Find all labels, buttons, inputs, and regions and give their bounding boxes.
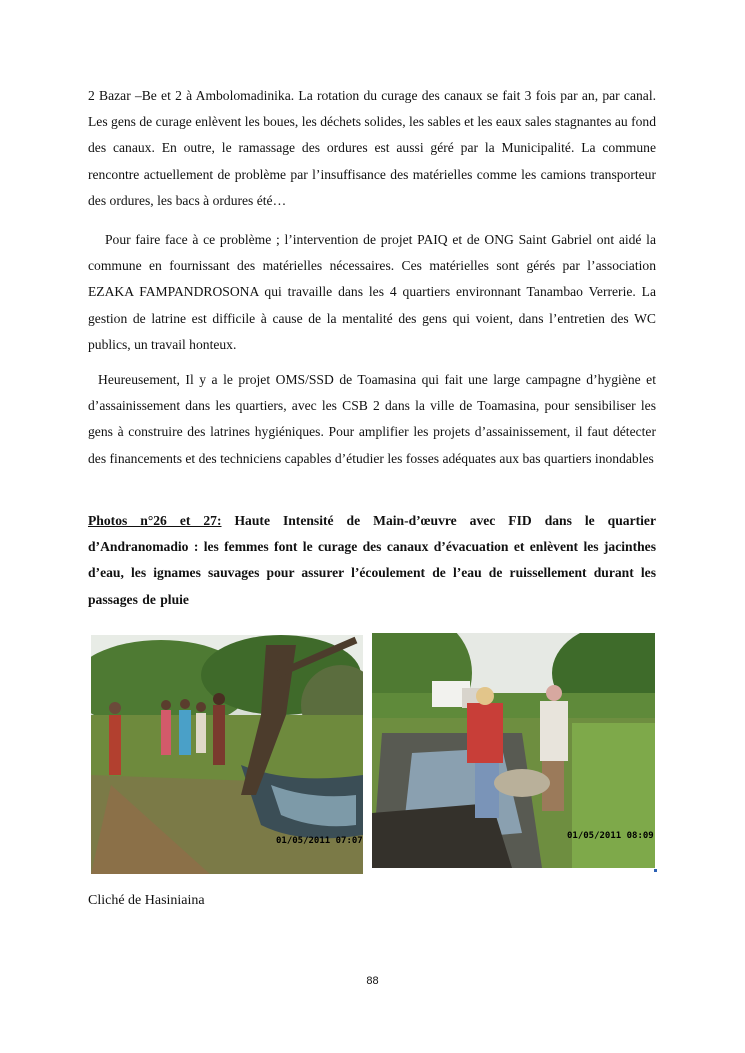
paragraph-2: Pour faire face à ce problème ; l’intervention de projet PAIQ et de ONG Saint Gabriel ont aidé la commune en fournissant des matérielles nécessaires. Ces matérielles sont gérés par l’association EZAKA FAMPANDROSONA qui travaille dans les 4 quartiers environnant Tanambao Verrerie. La gestion de latrine est difficile à cause de la mentalité des gens qui voient, dans l’entretien des WC publics, un travail honteux. xyxy=(88,232,656,352)
blue-dot-marker xyxy=(654,869,657,872)
photo-2-illustration xyxy=(372,633,655,868)
photo-1-timestamp: 01/05/2011 07:07 xyxy=(276,836,363,846)
caption-label: Photos n°26 et 27: xyxy=(88,513,222,528)
photo-caption xyxy=(88,508,656,613)
page-number: 88 xyxy=(366,975,379,987)
paragraph-3: Heureusement, Il y a le projet OMS/SSD de Toamasina qui fait une large campagne d’hygiène et d’assainissement dans les quartiers, avec les CSB 2 dans la ville de Toamasina, pour sensibiliser les gens à construire des latrines hygiéniques. Pour amplifier les projets d’assainissement, il faut détecter des financements et des techniciens capables d’étudier les fosses adéquates aux bas quartiers inondables xyxy=(88,372,656,466)
caption-text: Haute Intensité de Main-d’œuvre avec FID dans le quartier d’Andranomadio : les femmes font le curage des canaux d’évacuation et enlèvent les jacinthes d’eau, les ignames sauvages pour assurer l’écoulement de l’eau de ruissellement durant les passages de pluie xyxy=(88,513,656,607)
photo-credit: Cliché de Hasiniaina xyxy=(88,893,205,908)
photo-2-timestamp: 01/05/2011 08:09 xyxy=(567,831,654,841)
paragraph-1: 2 Bazar –Be et 2 à Ambolomadinika. La rotation du curage des canaux se fait 3 fois par an, par canal. Les gens de curage enlèvent les boues, les déchets solides, les sables et les eaux sales stagnantes au fond des canaux. En outre, le ramassage des ordures est aussi géré par la Municipalité. La commune rencontre actuellement de problème par l’insuffisance des matérielles comme les camions transporteur des ordures, les bacs à ordures été… xyxy=(88,88,656,208)
photo-carrying-debris xyxy=(372,633,655,868)
photo-canal-cleaning-women xyxy=(91,635,363,874)
photo-1-illustration xyxy=(91,635,363,874)
